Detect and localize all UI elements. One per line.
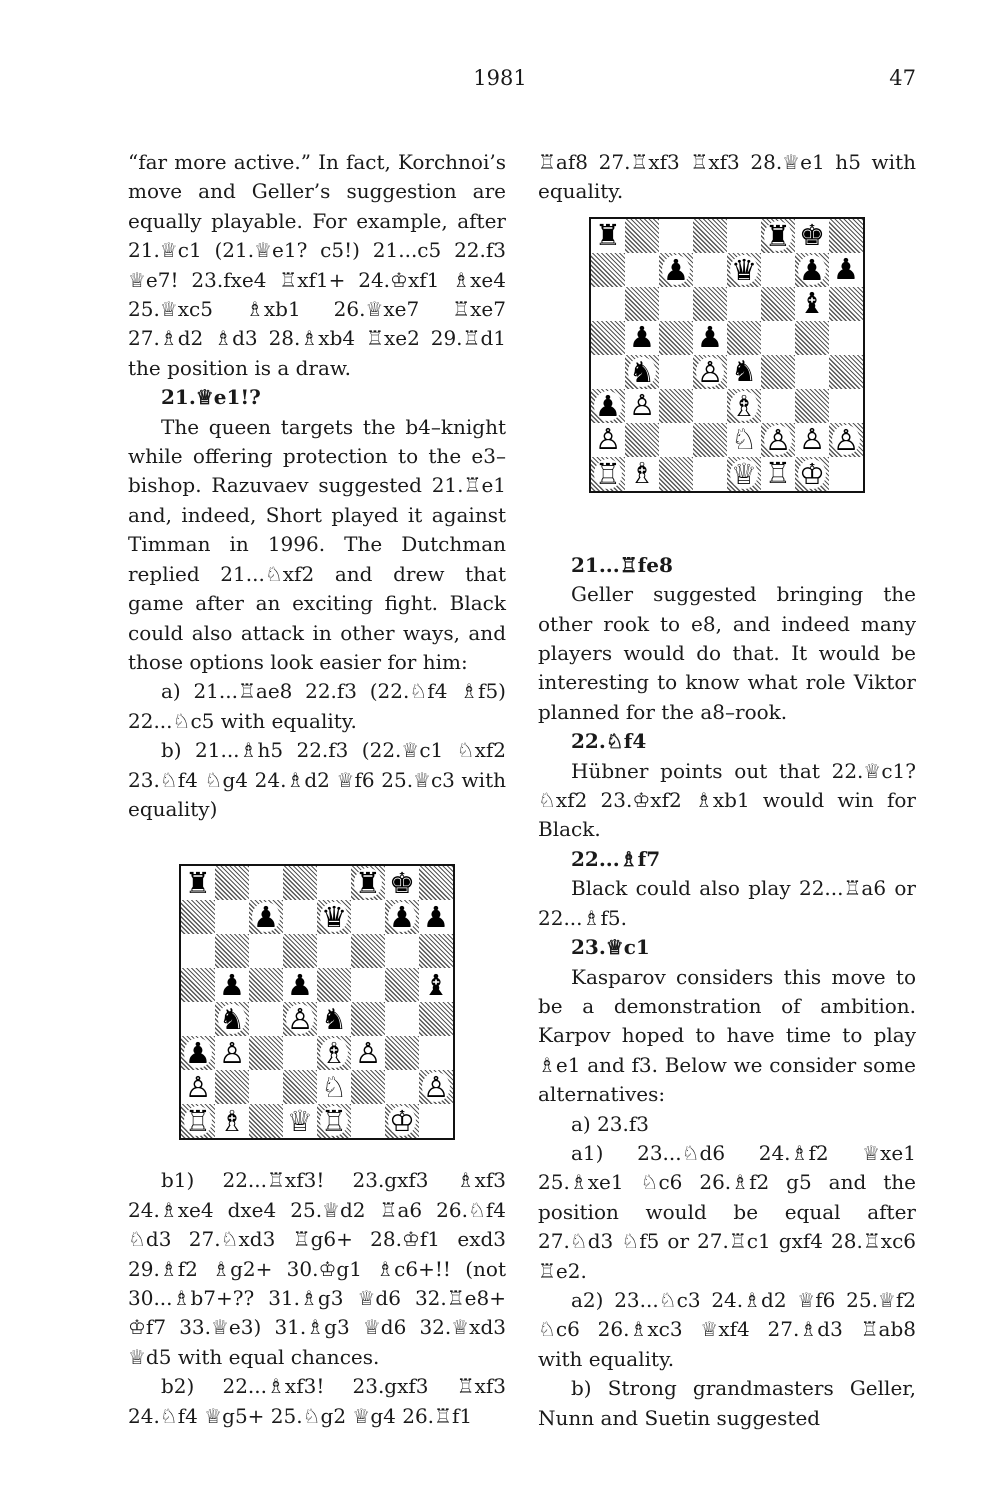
chess-piece: ♟ <box>253 900 279 935</box>
paragraph: Hübner points out that 22.♕c1? ♘xf2 23.♔xf2 ♗xb1 would win for Black. <box>538 758 916 842</box>
board-square <box>317 934 351 968</box>
board-square <box>283 1036 317 1070</box>
board-square <box>625 389 659 423</box>
board-square <box>795 457 829 491</box>
chess-piece: ♔ <box>389 1104 415 1139</box>
chess-piece: ♙ <box>833 422 859 457</box>
board-square <box>249 934 283 968</box>
board-square <box>215 1070 249 1104</box>
paragraph: b) 21...♗h5 22.f3 (22.♕c1 ♘xf2 23.♘f4 ♘g4 24.♗d2 ♕f6 25.♕c3 with equality) <box>128 738 506 821</box>
board-square <box>419 968 453 1002</box>
chess-piece: ♙ <box>423 1070 449 1105</box>
board-square <box>591 287 625 321</box>
paragraph: ♖af8 27.♖xf3 ♖xf3 28.♕e1 h5 with equality. <box>538 150 916 204</box>
board-square <box>659 355 693 389</box>
board-square <box>693 457 727 491</box>
board-square <box>693 355 727 389</box>
board-square <box>591 253 625 287</box>
board-square <box>351 1036 385 1070</box>
paragraph: a) 23.f3 <box>571 1111 650 1136</box>
board-square <box>761 219 795 253</box>
board-square <box>181 866 215 900</box>
board-square <box>249 1070 283 1104</box>
chess-piece: ♟ <box>663 252 689 287</box>
board-square <box>659 423 693 457</box>
board-square <box>829 457 863 491</box>
move-heading: 21...♖fe8 <box>571 552 673 577</box>
board-square <box>727 287 761 321</box>
board-square <box>385 1070 419 1104</box>
board-square <box>795 423 829 457</box>
board-square <box>215 1036 249 1070</box>
left-column <box>128 148 506 1431</box>
board-square <box>761 457 795 491</box>
chess-piece: ♜ <box>765 218 791 253</box>
board-square <box>419 900 453 934</box>
board-square <box>761 355 795 389</box>
board-square <box>795 219 829 253</box>
board-square <box>385 900 419 934</box>
board-square <box>317 866 351 900</box>
paragraph: a2) 23...♘c3 24.♗d2 ♕f6 25.♕f2 ♘c6 26.♗xc3 ♕xf4 27.♗d3 ♖ab8 with equality. <box>538 1287 916 1371</box>
board-square <box>181 1002 215 1036</box>
board-square <box>215 1002 249 1036</box>
chess-piece: ♜ <box>595 218 621 253</box>
board-square <box>181 968 215 1002</box>
board-square <box>283 968 317 1002</box>
board-square <box>317 900 351 934</box>
board-square <box>625 287 659 321</box>
board-square <box>215 866 249 900</box>
board-square <box>351 866 385 900</box>
paragraph: Geller suggested bringing the other rook to e8, and indeed many players would do that. It would be interesting to know what role Viktor planned for the a8–rook. <box>538 582 916 724</box>
chess-piece: ♙ <box>799 422 825 457</box>
board-square <box>761 287 795 321</box>
board-square <box>385 968 419 1002</box>
paragraph: a) 21...♖ae8 22.f3 (22.♘f4 ♗f5) 22...♘c5 with equality. <box>128 679 506 733</box>
chess-piece: ♚ <box>389 865 415 900</box>
paragraph: “far more active.” In fact, Korchnoi’s move and Geller’s suggestion are equally playable. For example, after 21.♕c1 (21.♕e1? c5!) 21...c5 22.f3 ♕e7! 23.fxe4 ♖xf1+ 24.♔xf1 ♗xe4 25.♕xc5 ♗xb1 26.♕xe7 ♖xe7 27.♗d2 ♗d3 28.♗xb4 ♖xe2 29.♖d1 the position is a draw. <box>128 150 506 380</box>
board-square <box>761 389 795 423</box>
board-square <box>591 457 625 491</box>
chess-piece: ♟ <box>219 967 245 1002</box>
board-square <box>659 287 693 321</box>
board-square <box>693 389 727 423</box>
board-square <box>283 1002 317 1036</box>
board-square <box>181 1036 215 1070</box>
board-square <box>761 321 795 355</box>
paragraph: b1) 22...♖xf3! 23.gxf3 ♗xf3 24.♗xe4 dxe4 25.♕d2 ♖a6 26.♘f4 ♘d3 27.♘xd3 ♖g6+ 28.♔f1 exd3 29.♗f2 ♗g2+ 30.♔g1 ♗c6+!! (not 30...♗b7+?? 31.♗g3 ♕d6 32.♖e8+ ♔f7 33.♕e3) 31.♗g3 ♕d6 32.♕xd3 ♕d5 with equal chances. <box>128 1168 506 1369</box>
board-square <box>591 389 625 423</box>
running-header-year: 1981 <box>473 66 527 90</box>
board-square <box>215 900 249 934</box>
board-square <box>317 1070 351 1104</box>
board-square <box>727 219 761 253</box>
move-heading: 23.♕c1 <box>571 935 650 960</box>
board-square <box>317 1036 351 1070</box>
board-square <box>693 219 727 253</box>
chess-piece: ♛ <box>731 252 757 287</box>
board-square <box>181 1104 215 1138</box>
chess-piece: ♟ <box>595 388 621 423</box>
chess-piece: ♗ <box>731 388 757 423</box>
chess-piece: ♗ <box>219 1103 245 1138</box>
board-square <box>351 1070 385 1104</box>
board-square <box>283 1070 317 1104</box>
board-square <box>351 1002 385 1036</box>
board-square <box>659 457 693 491</box>
right-column <box>538 148 916 1433</box>
chess-piece: ♙ <box>219 1035 245 1070</box>
paragraph: Kasparov considers this move to be a demonstration of ambition. Karpov hoped to have time to play ♗e1 and f3. Below we consider some alternatives: <box>538 964 916 1107</box>
chess-piece: ♕ <box>731 456 757 491</box>
chess-piece: ♟ <box>697 320 723 355</box>
board-square <box>625 355 659 389</box>
paragraph: b) Strong grandmasters Geller, Nunn and Suetin suggested <box>538 1376 916 1430</box>
chess-diagram <box>179 864 455 1140</box>
board-square <box>591 219 625 253</box>
board-square <box>181 1070 215 1104</box>
board-square <box>693 287 727 321</box>
board-square <box>795 287 829 321</box>
board-square <box>693 423 727 457</box>
chess-piece: ♜ <box>185 865 211 900</box>
board-square <box>829 253 863 287</box>
chess-piece: ♘ <box>321 1069 347 1104</box>
move-heading: 22.♘f4 <box>571 729 647 754</box>
chess-piece: ♛ <box>321 900 347 935</box>
board-square <box>181 934 215 968</box>
board-square <box>829 423 863 457</box>
chess-piece: ♙ <box>185 1069 211 1104</box>
board-square <box>829 321 863 355</box>
chess-piece: ♙ <box>765 422 791 457</box>
paragraph: The queen targets the b4–knight while offering protection to the e3–bishop. Razuvaev suggested 21.♖e1 and, indeed, Short played it against Timman in 1996. The Dutchman replied 21...♘xf2 and drew that game after an exciting fight. Black could also attack in other ways, and those options look easier for him: <box>128 414 506 674</box>
chess-piece: ♚ <box>799 218 825 253</box>
board-square <box>625 457 659 491</box>
board-square <box>215 934 249 968</box>
board-square <box>659 389 693 423</box>
board-square <box>659 321 693 355</box>
board-square <box>419 1036 453 1070</box>
move-heading: 22...♗f7 <box>571 846 661 871</box>
board-square <box>829 355 863 389</box>
board-square <box>419 934 453 968</box>
chess-piece: ♟ <box>389 900 415 935</box>
board-square <box>727 355 761 389</box>
board-square <box>795 321 829 355</box>
chess-piece: ♟ <box>287 967 313 1002</box>
board-square <box>727 423 761 457</box>
page-number: 47 <box>889 66 916 90</box>
board-square <box>419 1070 453 1104</box>
chess-piece: ♞ <box>731 354 757 389</box>
paragraph: a1) 23...♘d6 24.♗f2 ♕xe1 25.♗xe1 ♘c6 26.♗f2 g5 and the position would be equal after 27.♘d3 ♘f5 or 27.♖c1 gxf4 28.♖xc6 ♖e2. <box>538 1140 916 1283</box>
chess-piece: ♖ <box>321 1104 347 1139</box>
chess-piece: ♖ <box>595 456 621 491</box>
chess-piece: ♟ <box>799 252 825 287</box>
board-square <box>249 1036 283 1070</box>
board-square <box>385 1104 419 1138</box>
board-square <box>385 1002 419 1036</box>
board-square <box>591 423 625 457</box>
chess-piece: ♗ <box>321 1036 347 1071</box>
board-square <box>625 321 659 355</box>
move-heading: 21.♕e1!? <box>161 385 261 410</box>
paragraph: Black could also play 22...♖a6 or 22...♗f5. <box>538 876 916 930</box>
board-square <box>317 968 351 1002</box>
board-square <box>795 389 829 423</box>
board-square <box>693 321 727 355</box>
board-square <box>591 355 625 389</box>
board-square <box>625 219 659 253</box>
board-square <box>283 900 317 934</box>
chess-piece: ♝ <box>799 286 825 321</box>
board-square <box>385 934 419 968</box>
board-square <box>727 457 761 491</box>
board-square <box>419 1002 453 1036</box>
board-square <box>419 1104 453 1138</box>
board-square <box>181 900 215 934</box>
board-square <box>351 1104 385 1138</box>
board-square <box>419 866 453 900</box>
board-square <box>283 866 317 900</box>
chess-piece: ♙ <box>355 1035 381 1070</box>
chess-diagram <box>589 217 865 493</box>
chess-piece: ♞ <box>321 1001 347 1036</box>
chess-piece: ♟ <box>423 899 449 934</box>
board-square <box>249 968 283 1002</box>
chess-piece: ♟ <box>833 252 859 287</box>
board-square <box>249 900 283 934</box>
board-square <box>385 1036 419 1070</box>
board-square <box>761 253 795 287</box>
board-square <box>761 423 795 457</box>
board-square <box>693 253 727 287</box>
board-square <box>385 866 419 900</box>
chess-piece: ♙ <box>629 388 655 423</box>
chess-piece: ♟ <box>629 320 655 355</box>
chess-piece: ♙ <box>595 422 621 457</box>
chess-piece: ♜ <box>355 866 381 901</box>
board-square <box>659 219 693 253</box>
board-square <box>351 934 385 968</box>
chess-piece: ♘ <box>731 422 757 457</box>
board-square <box>215 968 249 1002</box>
chess-piece: ♙ <box>697 354 723 389</box>
board-square <box>249 866 283 900</box>
board-square <box>249 1104 283 1138</box>
chess-piece: ♔ <box>799 456 825 491</box>
board-square <box>215 1104 249 1138</box>
board-square <box>351 900 385 934</box>
chess-piece: ♞ <box>219 1002 245 1037</box>
board-square <box>351 968 385 1002</box>
board-square <box>795 355 829 389</box>
board-square <box>625 423 659 457</box>
chess-piece: ♟ <box>185 1036 211 1071</box>
chess-piece: ♖ <box>765 456 791 491</box>
board-square <box>591 321 625 355</box>
board-square <box>829 219 863 253</box>
board-square <box>283 1104 317 1138</box>
chess-piece: ♙ <box>287 1002 313 1037</box>
chess-piece: ♞ <box>629 354 655 389</box>
board-square <box>727 389 761 423</box>
board-square <box>829 287 863 321</box>
board-square <box>795 253 829 287</box>
board-square <box>317 1002 351 1036</box>
chess-piece: ♝ <box>423 967 449 1002</box>
board-square <box>659 253 693 287</box>
board-square <box>249 1002 283 1036</box>
board-square <box>727 321 761 355</box>
board-square <box>727 253 761 287</box>
chess-piece: ♖ <box>185 1104 211 1139</box>
board-square <box>829 389 863 423</box>
paragraph: b2) 22...♗xf3! 23.gxf3 ♖xf3 24.♘f4 ♕g5+ 25.♘g2 ♕g4 26.♖f1 <box>128 1374 506 1428</box>
chess-piece: ♕ <box>287 1103 313 1138</box>
board-square <box>625 253 659 287</box>
board-square <box>317 1104 351 1138</box>
chess-piece: ♗ <box>629 456 655 491</box>
board-square <box>283 934 317 968</box>
